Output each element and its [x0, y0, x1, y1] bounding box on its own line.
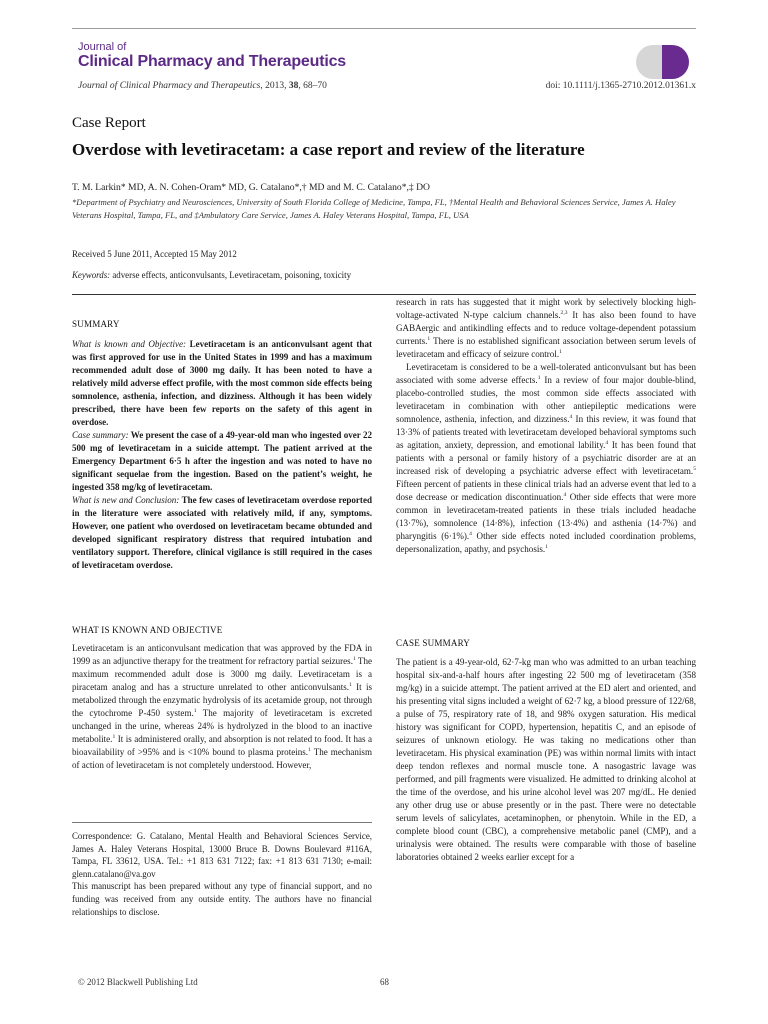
header-divider	[72, 294, 696, 295]
citation-ref[interactable]: 1	[352, 656, 356, 662]
text-run: In a review of four major double-blind, placebo-controlled studies, the most common side effects associated with levetiracetam in combination with other antiepileptic medications were somnolence, asthenia, infection, and dizziness.	[396, 375, 696, 424]
citation-ref[interactable]: 2,3	[560, 310, 568, 316]
known-objective-paragraph	[72, 642, 372, 772]
summary-objective-text: Levetiracetam is an anticonvulsant agent that was first approved for use in the United States in 1999 and has a maximum recommended adult dose of 3000 mg daily. It has been noted to have a relatively mild adverse effect profile, with the most common side effects being somnolence, asthenia, infection, and dizziness. Although it has been widely prescribed, there have been few reports on the safety of this agent in overdose.	[72, 339, 372, 427]
citation-year: , 2013,	[260, 81, 289, 91]
citation-volume: 38	[288, 81, 299, 91]
publisher-logo	[636, 45, 689, 79]
citation-journal: Journal of Clinical Pharmacy and Therapeutics	[78, 81, 261, 91]
journal-name-small: Journal of	[78, 41, 127, 53]
citation-ref[interactable]: 4	[469, 531, 472, 537]
author-list: T. M. Larkin* MD, A. N. Cohen-Oram* MD, G. Catalano*,† MD and M. C. Catalano*,‡ DO	[72, 182, 430, 193]
copyright-notice: © 2012 Blackwell Publishing Ltd	[78, 977, 198, 987]
summary-conclusion-text: The few cases of levetiracetam overdose reported in the literature were associated with relatively mild, if any, symptoms. However, one patient who overdosed on levetiracetam became obtunded and developed significant respiratory distress that required intubation and ventilatory support. Therefore, clinical vigilance is still required in the cases of levetiracetam overdose.	[72, 495, 372, 570]
text-run: The maximum recommended adult dose is 3000 mg daily. Levetiracetam is a piracetam analog and has a structure unrelated to other anticonvulsants.	[72, 656, 372, 692]
citation-ref[interactable]: 4	[563, 492, 567, 498]
right-column-intro	[396, 296, 696, 556]
received-accepted-dates: Received 5 June 2011, Accepted 15 May 2012	[72, 249, 237, 259]
text-run: Fifteen percent of patients in these clinical trials had an adverse event that led to a dose decrease or medication discontinuation.	[396, 479, 696, 502]
keywords-list: adverse effects, anticonvulsants, Levetiracetam, poisoning, toxicity	[112, 270, 352, 280]
summary-case	[72, 429, 372, 494]
adverse-effects-paragraph	[396, 361, 696, 556]
case-summary-paragraph: The patient is a 49-year-old, 62·7-kg man who was admitted to an urban teaching hospital six-and-a-half hours after ingesting 22 500 mg of levetiracetam (358 mg/kg) in a suicide attempt. The patient arrived at the ED alert and oriented, and his presenting vital signs included a weight of 62·7 kg, a blood pressure of 122/68, a pulse of 75, respiratory rate of 18, and 98% oxygen saturation. His medical history was significant for COPD, hypertension, hepatitis C, and an episode of seizures of unknown etiology. He was taking no medications other than levetiracetam. His physical examination (PE) was within normal limits with intact deep tendon reflexes and normal muscle tone. A nasogastric lavage was performed, and pill fragments were visualized. He admitted to drinking alcohol at the time of the overdose, and his urine alcohol level was 207 mg/dL. He denied any other drug use or abuse presently or in the past. There were no detectable serum levels of salicylates, acetaminophen, or phenytoin. While in the ED, a complete blood count (CBC), a comprehensive metabolic panel (CMP), and a urinalysis were obtained. The results were comparable with those of baseline laboratories obtained 2 weeks earlier except for a	[396, 657, 696, 862]
correspondence-note	[72, 830, 372, 918]
doi-link[interactable]: doi: 10.1111/j.1365-2710.2012.01361.x	[545, 81, 696, 91]
logo-purple-half	[662, 45, 689, 79]
text-run: Levetiracetam is considered to be a well-tolerated anticonvulsant but has been associated with some adverse effects.	[396, 362, 696, 385]
citation-ref[interactable]: 1	[427, 336, 431, 342]
citation-pages: , 68–70	[298, 81, 327, 91]
text-run: There is no established significant association between serum levels of levetiracetam and efficacy of seizure control.	[396, 336, 696, 359]
text-run: research in rats has suggested that it might work by selectively blocking high-voltage-activated N-type calcium channels.	[396, 297, 696, 320]
article-title: Overdose with levetiracetam: a case report and review of the literature	[72, 140, 585, 159]
known-objective-body	[72, 642, 372, 772]
citation-ref[interactable]: 1	[308, 747, 311, 753]
text-run: Levetiracetam is an anticonvulsant medication that was approved by the FDA in 1999 as an adjunctive therapy for the treatment for refractory partial seizures.	[72, 643, 372, 666]
funding-disclosure: This manuscript has been prepared without any type of financial support, and no funding was received from any outside entity. The authors have no financial relationships to disclose.	[72, 881, 372, 917]
text-run: It has been found that patients with a personal or family history of a psychiatric disorder are at an increased risk of developing a psychiatric adverse effect with levetiracetam.	[396, 440, 696, 476]
text-run: Other side effects that were more common in levetiracetam-treated patients in these trials included headache (13·7%), somnolence (14·8%), infection (13·4%) and asthenia (14·7%) and pharyngitis (6·1%).	[396, 492, 696, 541]
keywords	[72, 270, 351, 280]
footnote-divider	[72, 822, 372, 823]
journal-citation	[78, 81, 327, 91]
section-heading-known-objective: WHAT IS KNOWN AND OBJECTIVE	[72, 625, 223, 635]
journal-name: Clinical Pharmacy and Therapeutics	[78, 53, 346, 70]
citation-ref[interactable]: 5	[693, 466, 696, 472]
summary-section	[72, 318, 372, 572]
citation-ref[interactable]: 1	[545, 544, 548, 550]
summary-heading: SUMMARY	[72, 319, 120, 329]
masthead-rule	[72, 28, 696, 29]
section-heading-case-summary: CASE SUMMARY	[396, 638, 471, 648]
citation-ref[interactable]: 4	[569, 414, 573, 420]
summary-case-label: Case summary:	[72, 430, 129, 440]
text-run: The mechanism of action of levetiracetam is not completely understood. However,	[72, 747, 372, 770]
correspondence-address: Correspondence: G. Catalano, Mental Health and Behavioral Sciences Service, James A. Haley Veterans Hospital, 13000 Bruce B. Downs Boulevard #116A, Tampa, FL 33612, USA. Tel.: +1 813 631 7122; fax: +1 813 631 7130; e-mail: glenn.catalano@va.gov	[72, 831, 372, 879]
case-summary-body	[396, 656, 696, 864]
page-number: 68	[380, 977, 389, 987]
citation-ref[interactable]: 1	[193, 708, 197, 714]
affiliations: *Department of Psychiatry and Neurosciences, University of South Florida College of Medicine, Tampa, FL, †Mental Health and Behavioral Sciences Service, James A. Haley Veterans Hospital, Tampa, FL, and ‡Ambulatory Care Service, James A. Haley Veterans Hospital, Tampa, FL, USA	[72, 197, 676, 220]
summary-conclusion	[72, 494, 372, 572]
citation-ref[interactable]: 1	[112, 734, 116, 740]
mechanism-paragraph	[396, 296, 696, 361]
text-run: It is metabolized through the enzymatic hydrolysis of its acetamide group, not through the cytochrome P-450 system.	[72, 682, 372, 718]
citation-ref[interactable]: 1	[537, 375, 541, 381]
citation-ref[interactable]: 4	[605, 440, 609, 446]
text-run: In this review, it was found that 13·3% of patients treated with levetiracetam developed behavioral symptoms such as agitation, anxiety, depression, and emotional lability.	[396, 414, 697, 450]
summary-case-text: We present the case of a 49-year-old man who ingested over 22 500 mg of levetiracetam in a suicide attempt. The patient arrived at the Emergency Department 6·5 h after the ingestion and was noted to have no significant sequelae from the ingestion. Based on the patient’s weight, he ingested 358 mg/kg of levetiracetam.	[72, 430, 372, 492]
citation-ref[interactable]: 1	[559, 349, 562, 355]
text-run: It is administered orally, and absorption is not related to food. It has a bioavailability of >95% and is <10% bound to plasma proteins.	[72, 734, 372, 757]
text-run: The majority of levetiracetam is excreted unchanged in the urine, whereas 24% is hydrolyzed in the blood to an inactive metabolite.	[72, 708, 372, 744]
article-type: Case Report	[72, 115, 146, 131]
citation-ref[interactable]: 1	[349, 682, 352, 688]
summary-objective	[72, 338, 372, 429]
summary-objective-label: What is known and Objective:	[72, 339, 187, 349]
summary-conclusion-label: What is new and Conclusion:	[72, 495, 180, 505]
keywords-label: Keywords:	[72, 270, 111, 280]
text-run: Other side effects noted included coordination problems, depersonalization, apathy, and psychosis.	[396, 531, 696, 554]
text-run: It has also been found to have GABAergic and antikindling effects and to reduce voltage-dependent potassium currents.	[396, 310, 696, 346]
